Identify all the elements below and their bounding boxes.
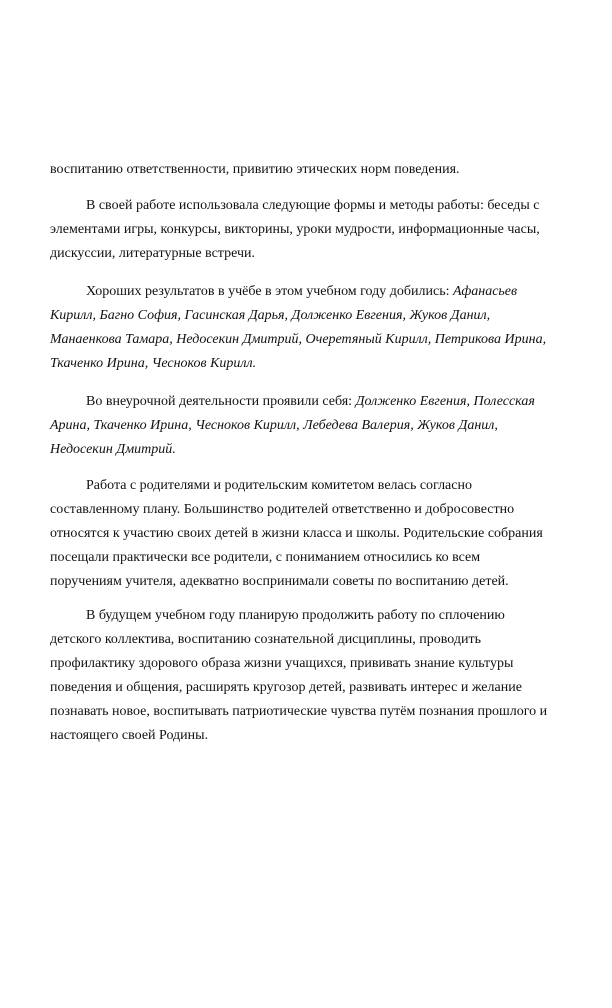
paragraph-methods: [50, 194, 550, 266]
paragraph-parents-text: Работа с родителями и родительским комитетом велась согласно составленному плану. Большинство родителей ответственно и добросовестно относятся к участию своих детей в жизни класса и школы. Родительские собрания посещали практически все родители, с пониманием относились ко всем поручениям учителя, адекватно воспринимали советы по воспитанию детей.: [50, 478, 543, 589]
extracurricular-intro: Во внеурочной деятельности проявили себя:: [86, 394, 356, 409]
academic-results-names: Афанасьев Кирилл, Багно София, Гасинская Дарья, Долженко Евгения, Жуков Данил, Манаенкова Тамара, Недосекин Дмитрий, Очеретяный Кирилл, Петрикова Ирина, Ткаченко Ирина, Чесноков Кирилл.: [50, 284, 547, 371]
paragraph-parents: [50, 474, 550, 594]
paragraph-methods-text: В своей работе использовала следующие формы и методы работы: беседы с элементами игры, конкурсы, викторины, уроки мудрости, информационные часы, дискуссии, литературные встречи.: [50, 198, 540, 261]
paragraph-future-plans: [50, 604, 550, 748]
academic-results-intro: Хороших результатов в учёбе в этом учебном году добились:: [86, 284, 453, 299]
paragraph-extracurricular: [50, 390, 550, 462]
extracurricular-names: Долженко Евгения, Полесская Арина, Ткаченко Ирина, Чесноков Кирилл, Лебедева Валерия, Жуков Данил, Недосекин Дмитрий.: [50, 394, 535, 457]
paragraph-continuation: воспитанию ответственности, привитию этических норм поведения.: [50, 162, 460, 177]
paragraph-future-plans-text: В будущем учебном году планирую продолжить работу по сплочению детского коллектива, воспитанию сознательной дисциплины, проводить профилактику здорового образа жизни учащихся, прививать знание культуры поведения и общения, расширять кругозор детей, развивать интерес и желание познавать новое, воспитывать патриотические чувства путём познания прошлого и настоящего своей Родины.: [50, 608, 548, 743]
paragraph-academic-results: [50, 280, 550, 376]
